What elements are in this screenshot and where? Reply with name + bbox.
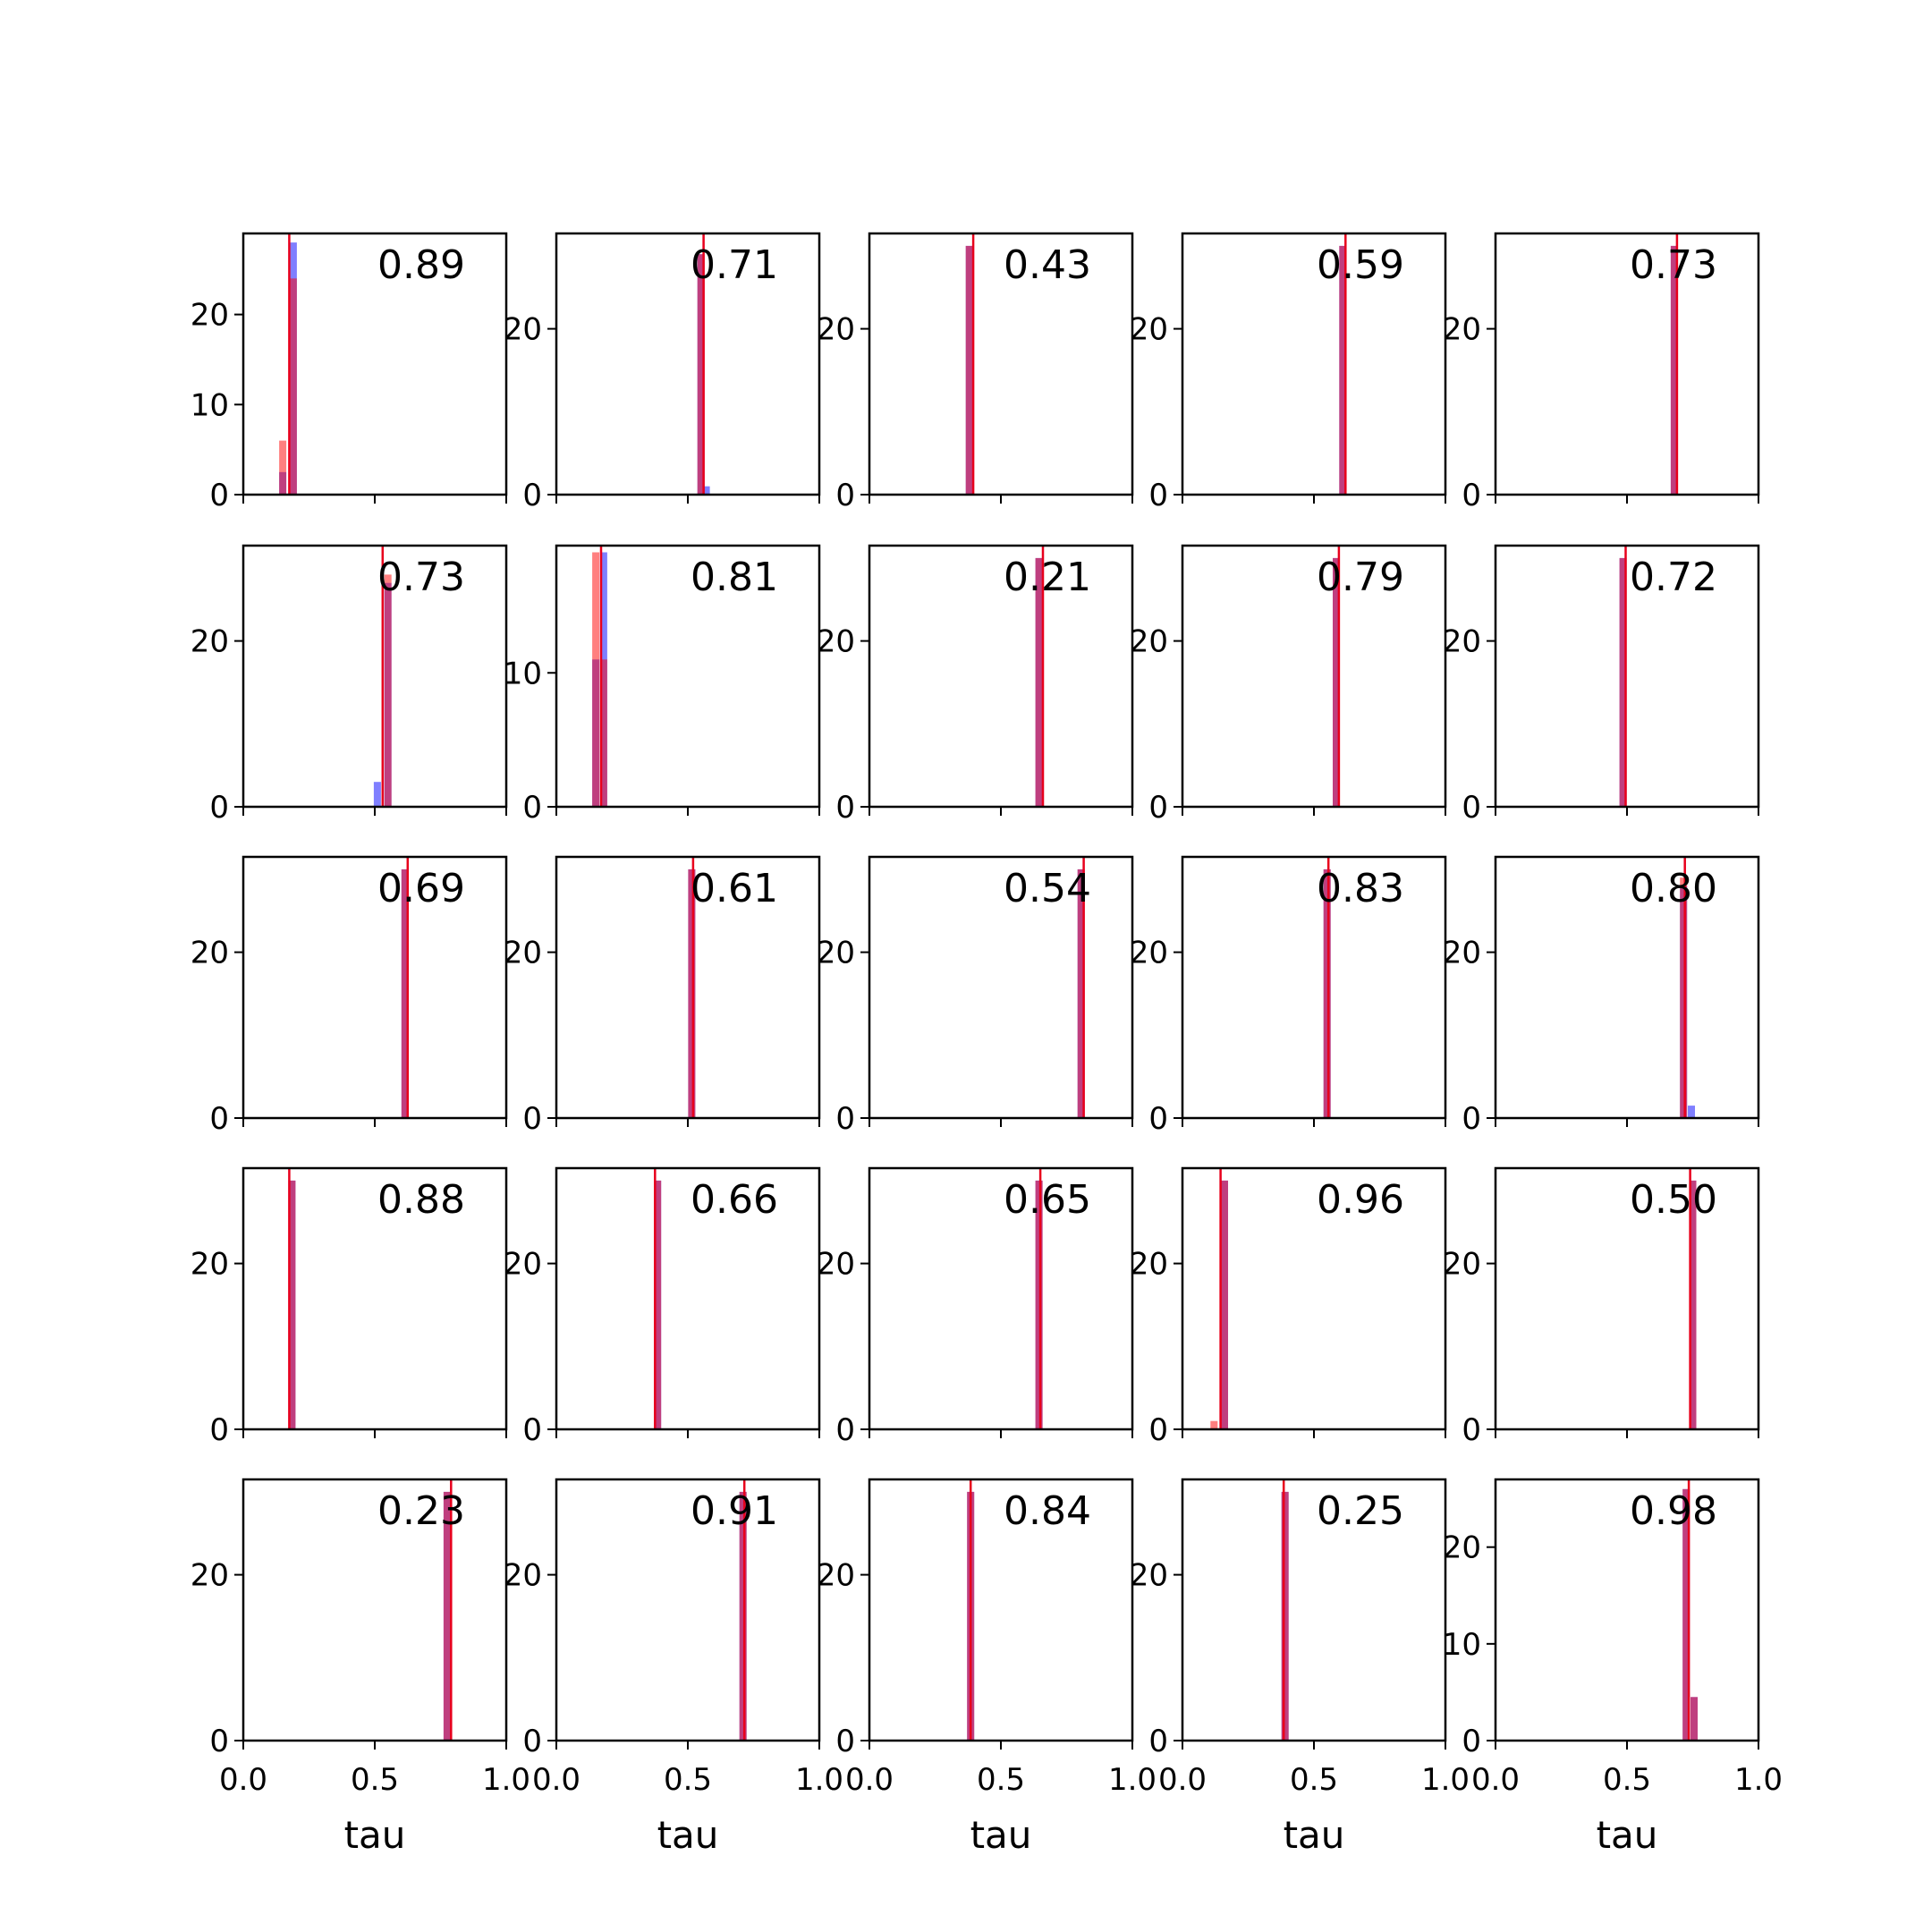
histogram-panel bbox=[1443, 1479, 1783, 1857]
histogram-bar-blue bbox=[374, 782, 381, 807]
histogram-bar-blue bbox=[1688, 1106, 1695, 1118]
histogram-panel bbox=[191, 857, 506, 1137]
y-tick-label: 0 bbox=[1148, 1412, 1168, 1448]
histogram-panel bbox=[1130, 857, 1445, 1137]
x-tick-label: 0.0 bbox=[218, 1762, 268, 1798]
histogram-panel bbox=[1130, 1168, 1445, 1448]
y-tick-label: 0 bbox=[1148, 478, 1168, 513]
histogram-panel bbox=[1130, 546, 1445, 826]
y-tick-label: 20 bbox=[816, 1557, 855, 1594]
panel-annotation: 0.69 bbox=[377, 866, 465, 911]
y-tick-label: 20 bbox=[190, 297, 229, 334]
y-tick-label: 0 bbox=[209, 1412, 229, 1448]
y-tick-label: 0 bbox=[209, 790, 229, 826]
panel-annotation: 0.98 bbox=[1630, 1488, 1717, 1534]
panel-annotation: 0.84 bbox=[1004, 1488, 1091, 1534]
histogram-bar-red bbox=[290, 278, 297, 495]
axes-frame bbox=[869, 233, 1132, 495]
panel-annotation: 0.96 bbox=[1317, 1177, 1404, 1223]
y-tick-label: 20 bbox=[1129, 623, 1168, 660]
histogram-panel bbox=[504, 546, 819, 826]
y-tick-label: 0 bbox=[1462, 1101, 1481, 1137]
histogram-panel bbox=[1130, 1479, 1470, 1857]
y-tick-label: 10 bbox=[1442, 1626, 1481, 1663]
x-tick-label: 0.0 bbox=[531, 1762, 581, 1798]
histogram-panel bbox=[504, 857, 819, 1137]
y-tick-label: 0 bbox=[522, 478, 542, 513]
axes-frame bbox=[1182, 546, 1445, 807]
y-tick-label: 20 bbox=[190, 1246, 229, 1283]
histogram-panel bbox=[1443, 1168, 1758, 1448]
histogram-bar-red bbox=[592, 553, 599, 808]
x-axis-label: tau bbox=[1596, 1813, 1658, 1857]
y-tick-label: 0 bbox=[1462, 1412, 1481, 1448]
histogram-panel bbox=[191, 1479, 530, 1857]
panel-annotation: 0.79 bbox=[1317, 555, 1404, 600]
axes-frame bbox=[243, 1479, 506, 1741]
y-tick-label: 0 bbox=[835, 1724, 855, 1759]
x-tick-label: 0.0 bbox=[1470, 1762, 1521, 1798]
x-tick-label: 0.5 bbox=[1602, 1762, 1652, 1798]
panel-annotation: 0.54 bbox=[1004, 866, 1091, 911]
y-tick-label: 20 bbox=[816, 935, 855, 971]
y-tick-label: 20 bbox=[503, 1557, 542, 1594]
axes-frame bbox=[1496, 1168, 1758, 1429]
axes-frame bbox=[243, 857, 506, 1118]
histogram-panel bbox=[817, 857, 1132, 1137]
axes-frame bbox=[1496, 233, 1758, 495]
panel-annotation: 0.65 bbox=[1004, 1177, 1091, 1223]
y-tick-label: 0 bbox=[1148, 1724, 1168, 1759]
axes-frame bbox=[1182, 1479, 1445, 1741]
panel-annotation: 0.66 bbox=[691, 1177, 778, 1223]
y-tick-label: 20 bbox=[1442, 1246, 1481, 1283]
x-tick-label: 0.5 bbox=[1289, 1762, 1339, 1798]
y-tick-label: 0 bbox=[835, 478, 855, 513]
x-tick-label: 0.5 bbox=[350, 1762, 400, 1798]
y-tick-label: 10 bbox=[190, 387, 229, 424]
y-tick-label: 20 bbox=[1442, 311, 1481, 348]
y-tick-label: 0 bbox=[522, 1412, 542, 1448]
y-tick-label: 20 bbox=[1129, 311, 1168, 348]
y-tick-label: 20 bbox=[503, 311, 542, 348]
y-tick-label: 0 bbox=[522, 790, 542, 826]
y-tick-label: 0 bbox=[1148, 1101, 1168, 1137]
x-tick-label: 1.0 bbox=[794, 1762, 844, 1798]
x-tick-label: 0.5 bbox=[976, 1762, 1026, 1798]
y-tick-label: 0 bbox=[835, 790, 855, 826]
x-tick-label: 1.0 bbox=[1733, 1762, 1784, 1798]
x-axis-label: tau bbox=[657, 1813, 719, 1857]
histogram-panel bbox=[817, 233, 1132, 513]
panel-annotation: 0.50 bbox=[1630, 1177, 1717, 1223]
axes-frame bbox=[1496, 857, 1758, 1118]
y-tick-label: 0 bbox=[835, 1412, 855, 1448]
histogram-panel bbox=[1443, 233, 1758, 513]
y-tick-label: 20 bbox=[816, 1246, 855, 1283]
y-tick-label: 0 bbox=[209, 1101, 229, 1137]
histogram-bar-red bbox=[1210, 1421, 1217, 1429]
histogram-panel bbox=[504, 1168, 819, 1448]
x-tick-label: 1.0 bbox=[481, 1762, 531, 1798]
x-axis-label: tau bbox=[343, 1813, 406, 1857]
y-tick-label: 10 bbox=[503, 656, 542, 692]
x-tick-label: 1.0 bbox=[1107, 1762, 1157, 1798]
axes-frame bbox=[556, 1168, 819, 1429]
x-tick-label: 0.0 bbox=[844, 1762, 894, 1798]
x-axis-label: tau bbox=[970, 1813, 1032, 1857]
axes-frame bbox=[869, 857, 1132, 1118]
histogram-panel bbox=[191, 233, 506, 513]
axes-frame bbox=[1496, 1479, 1758, 1741]
y-tick-label: 20 bbox=[816, 623, 855, 660]
panel-annotation: 0.81 bbox=[691, 555, 778, 600]
y-tick-label: 20 bbox=[190, 623, 229, 660]
y-tick-label: 0 bbox=[522, 1101, 542, 1137]
y-tick-label: 20 bbox=[1129, 1557, 1168, 1594]
panel-annotation: 0.89 bbox=[377, 242, 465, 288]
histogram-bar-red bbox=[385, 574, 392, 807]
histogram-panel bbox=[191, 546, 506, 826]
histogram-panel bbox=[504, 1479, 843, 1857]
histogram-panel bbox=[817, 546, 1132, 826]
panel-annotation: 0.61 bbox=[691, 866, 778, 911]
histogram-panel bbox=[1130, 233, 1445, 513]
axes-frame bbox=[869, 546, 1132, 807]
histogram-bar-red bbox=[279, 441, 286, 495]
y-tick-label: 20 bbox=[1442, 935, 1481, 971]
axes-frame bbox=[1496, 546, 1758, 807]
y-tick-label: 20 bbox=[1442, 1530, 1481, 1566]
panel-annotation: 0.25 bbox=[1317, 1488, 1404, 1534]
axes-frame bbox=[556, 1479, 819, 1741]
histogram-panel bbox=[1443, 546, 1758, 826]
panel-annotation: 0.21 bbox=[1004, 555, 1091, 600]
y-tick-label: 20 bbox=[1442, 623, 1481, 660]
histogram-panel bbox=[504, 233, 819, 513]
axes-frame bbox=[243, 546, 506, 807]
y-tick-label: 0 bbox=[522, 1724, 542, 1759]
y-tick-label: 20 bbox=[503, 935, 542, 971]
panel-annotation: 0.73 bbox=[1630, 242, 1717, 288]
panel-annotation: 0.83 bbox=[1317, 866, 1404, 911]
axes-frame bbox=[556, 857, 819, 1118]
panel-annotation: 0.80 bbox=[1630, 866, 1717, 911]
y-tick-label: 0 bbox=[1148, 790, 1168, 826]
histogram-bar-red bbox=[966, 246, 973, 495]
axes-frame bbox=[243, 1168, 506, 1429]
histogram-bar-red bbox=[1680, 877, 1687, 1118]
panel-annotation: 0.59 bbox=[1317, 242, 1404, 288]
panel-annotation: 0.72 bbox=[1630, 555, 1717, 600]
y-tick-label: 20 bbox=[190, 935, 229, 971]
panel-annotation: 0.43 bbox=[1004, 242, 1091, 288]
histogram-panel bbox=[191, 1168, 506, 1448]
axes-frame bbox=[1182, 233, 1445, 495]
axes-frame bbox=[869, 1479, 1132, 1741]
panel-annotation: 0.71 bbox=[691, 242, 778, 288]
panel-annotation: 0.23 bbox=[377, 1488, 465, 1534]
histogram-panel bbox=[1443, 857, 1758, 1137]
histogram-panel bbox=[817, 1168, 1132, 1448]
y-tick-label: 0 bbox=[835, 1101, 855, 1137]
y-tick-label: 0 bbox=[1462, 478, 1481, 513]
axes-frame bbox=[869, 1168, 1132, 1429]
x-axis-label: tau bbox=[1283, 1813, 1345, 1857]
y-tick-label: 0 bbox=[1462, 790, 1481, 826]
y-tick-label: 0 bbox=[1462, 1724, 1481, 1759]
histogram-bar-red bbox=[1221, 1181, 1228, 1429]
y-tick-label: 0 bbox=[209, 1724, 229, 1759]
y-tick-label: 20 bbox=[503, 1246, 542, 1283]
y-tick-label: 20 bbox=[1129, 1246, 1168, 1283]
y-tick-label: 20 bbox=[1129, 935, 1168, 971]
x-tick-label: 0.5 bbox=[663, 1762, 713, 1798]
y-tick-label: 20 bbox=[816, 311, 855, 348]
axes-frame bbox=[1182, 857, 1445, 1118]
histogram-panel bbox=[817, 1479, 1157, 1857]
panel-annotation: 0.91 bbox=[691, 1488, 778, 1534]
x-tick-label: 1.0 bbox=[1420, 1762, 1470, 1798]
axes-frame bbox=[556, 233, 819, 495]
y-tick-label: 0 bbox=[209, 478, 229, 513]
x-tick-label: 0.0 bbox=[1157, 1762, 1208, 1798]
panel-annotation: 0.73 bbox=[377, 555, 465, 600]
panel-annotation: 0.88 bbox=[377, 1177, 465, 1223]
histogram-bar-red bbox=[1282, 1492, 1289, 1741]
y-tick-label: 20 bbox=[190, 1557, 229, 1594]
histogram-bar-red bbox=[1690, 1697, 1698, 1741]
